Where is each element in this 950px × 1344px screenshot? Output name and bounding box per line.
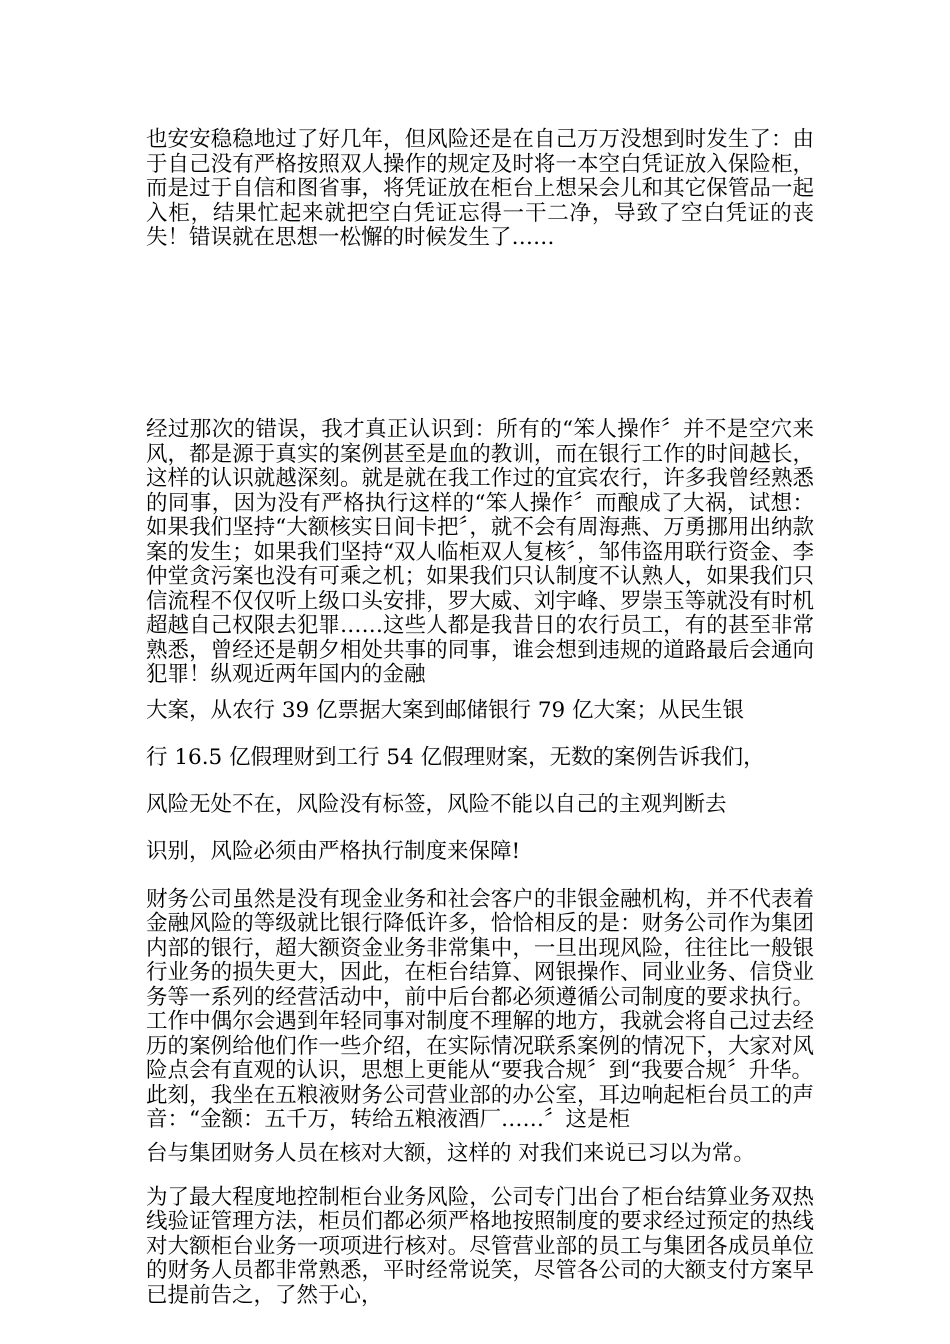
paragraph-4-line-b: 台与集团财务人员在核对大额，这样的 对我们来说已习以为常。 — [146, 1140, 755, 1166]
paragraph-2: 经过那次的错误，我才真正认识到：所有的“笨人操作〞并不是空穴来风，都是源于真实的案例甚至是血的教训，而在银行工作的时间越长，这样的认识就越深刻。就是就在我工作过的宜宾农行，许多我曾经熟悉的同事，因为没有严格执行这样的“笨人操作〞而酿成了大祸，试想：如果我们坚持“大额核实日间卡把〞，就不会有周海燕、万勇挪用出纳款案的发生；如果我们坚持“双人临柜双人复核〞，邹伟盗用联行资金、李仲堂贪污案也没有可乘之机；如果我们只认制度不认熟人，如果我们只信流程不仅仅听上级口头安排，罗大威、刘宇峰、罗崇玉等就没有时机超越自己权限去犯罪……这些人都是我昔日的农行员工，有的甚至非常熟悉，曾经还是朝夕相处共事的同事，谁会想到违规的道路最后会通向犯罪！纵观近两年国内的金融 — [146, 417, 814, 687]
document-body — [146, 128, 814, 1308]
paragraph-2-line-b: 行 16.5 亿假理财到工行 54 亿假理财案，无数的案例告诉我们， — [146, 744, 765, 770]
paragraph-2-line-a: 大案，从农行 39 亿票据大案到邮储银行 79 亿大案；从民生银 — [146, 697, 745, 723]
paragraph-5: 为了最大程度地控制柜台业务风险，公司专门出台了柜台结算业务双热线验证管理方法，柜员们都必须严格地按照制度的要求经过预定的热线对大额柜台业务一项项进行核对。尽管营业部的员工与集团各成员单位的财务人员都非常熟悉，平时经常说笑，尽管各公司的大额支付方案早已提前告之，了然于心， — [146, 1184, 814, 1308]
paragraph-4: 此刻，我坐在五粮液财务公司营业部的办公室，耳边响起柜台员工的声音：“金额：五千万，转给五粮液酒厂……〞这是柜 — [146, 1082, 814, 1132]
paragraph-2-line-c: 风险无处不在，风险没有标签，风险不能以自己的主观判断去 — [146, 791, 727, 817]
paragraph-3: 财务公司虽然是没有现金业务和社会客户的非银金融机构，并不代表着金融风险的等级就比银行降低许多，恰恰相反的是：财务公司作为集团内部的银行，超大额资金业务非常集中，一旦出现风险，往往比一般银行业务的损失更大，因此，在柜台结算、网银操作、同业业务、信贷业务等一系列的经营活动中，前中后台都必须遵循公司制度的要求执行。工作中偶尔会遇到年轻同事对制度不理解的地方，我就会将自己过去经历的案例给他们作一些介绍，在实际情况联系案例的情况下，大家对风险点会有直观的认识，思想上更能从“要我合规〞到“我要合规〞升华。 — [146, 886, 814, 1083]
paragraph-2-line-d: 识别，风险必须由严格执行制度来保障! — [146, 838, 521, 864]
paragraph-1: 也安安稳稳地过了好几年，但风险还是在自己万万没想到时发生了：由于自己没有严格按照双人操作的规定及时将一本空白凭证放入保险柜，而是过于自信和图省事，将凭证放在柜台上想呆会儿和其它保管品一起入柜，结果忙起来就把空白凭证忘得一干二净，导致了空白凭证的丧失！错误就在思想一松懈的时候发生了…… — [146, 127, 814, 250]
